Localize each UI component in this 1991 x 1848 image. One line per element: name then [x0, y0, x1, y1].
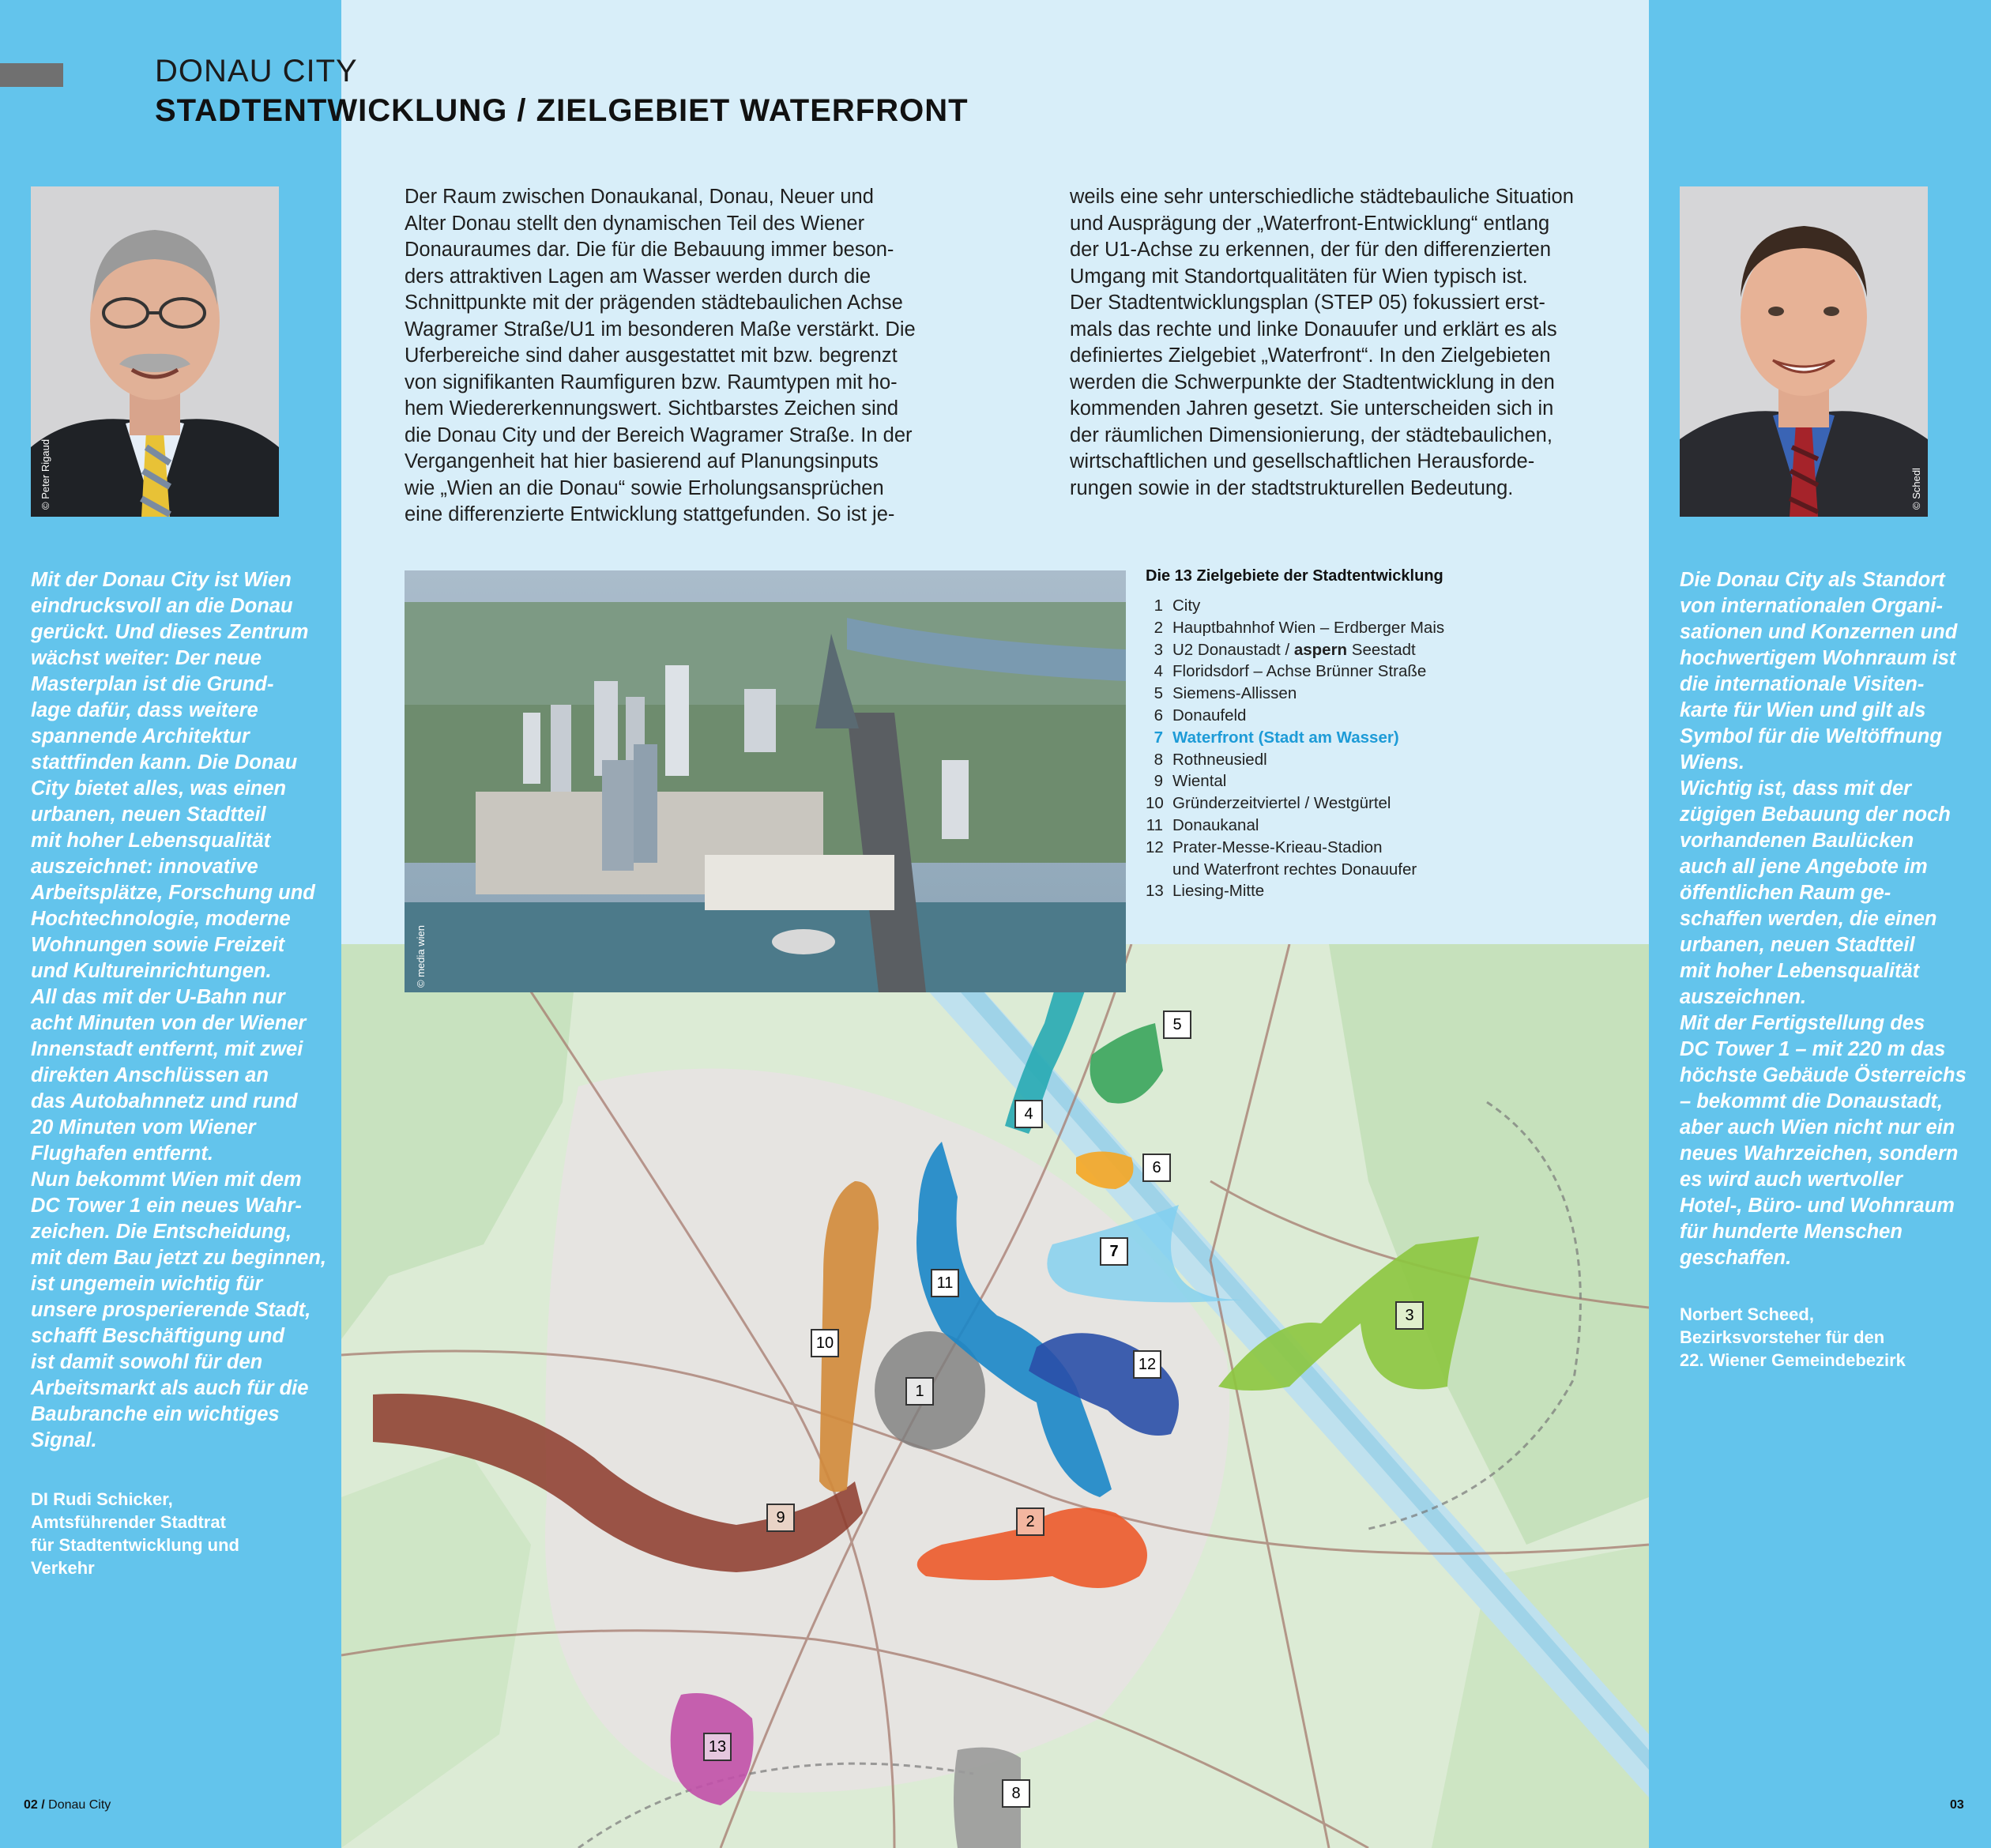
- map-label-8: 8: [1002, 1779, 1030, 1808]
- zone-number: 11: [1146, 816, 1163, 834]
- zone-number: 9: [1154, 772, 1163, 791]
- map-label-3: 3: [1395, 1301, 1424, 1330]
- portrait-schicker-image: [31, 186, 279, 517]
- map-label-6: 6: [1142, 1154, 1171, 1182]
- photo-credit-aerial: © media wien: [415, 925, 427, 988]
- vienna-map: [341, 944, 1649, 1848]
- zone-name: Siemens-Allissen: [1172, 684, 1297, 703]
- portrait-scheed: [1680, 186, 1928, 517]
- zone-name: City: [1172, 597, 1201, 615]
- zone-number: 5: [1154, 684, 1163, 703]
- zone-name: Wiental: [1172, 772, 1227, 791]
- zone-name: Gründerzeitviertel / Westgürtel: [1172, 794, 1391, 813]
- zone-name: U2 Donaustadt /: [1172, 640, 1294, 659]
- map-label-4: 4: [1014, 1100, 1043, 1128]
- zone-name-bold: aspern: [1293, 640, 1348, 659]
- zones-legend-title: Die 13 Zielgebiete der Stadtentwicklung: [1146, 567, 1443, 585]
- zone-number: 2: [1154, 618, 1163, 637]
- body-text-column-1: Der Raum zwischen Donaukanal, Donau, Neuer und Alter Donau stellt den dynamischen Teil des Wiener Donauraumes dar. Die für die Bebauung immer beson- ders attraktiven Lagen am Wasser werden durch die Schnittpunkte mit der prägenden städtebaulichen Achse Wagramer Straße/U1 im besonderen Maße verstärkt. Die Uferbereiche sind daher ausgestattet mit bzw. begrenzt von signifikanten Raumfiguren bzw. Raumtypen mit ho- hem Wiedererkennungswert. Sichtbarstes Zeichen sind die Donau City und der Bereich Wagramer Straße. In der Vergangenheit hat hier basierend auf Planungsinputs wie „Wien an die Donau“ sowie Erholungsansprüchen eine differenzierte Entwicklung stattgefunden. So ist je-: [405, 186, 916, 525]
- map-label-1: 1: [905, 1377, 934, 1406]
- portrait-scheed-image: [1680, 186, 1928, 517]
- zone-number: 4: [1154, 662, 1163, 681]
- zone-list-item: [1146, 751, 1267, 770]
- zone-number: 8: [1154, 750, 1163, 769]
- map-label-11: 11: [931, 1269, 959, 1297]
- map-label-9: 9: [766, 1504, 795, 1532]
- zone-name: Donaukanal: [1172, 816, 1259, 834]
- zone-number: 10: [1146, 794, 1164, 813]
- map-label-12: 12: [1133, 1350, 1161, 1379]
- quote-scheed: Die Donau City als Standort von internationalen Organi- sationen und Konzernen und hochwertigem Wohnraum ist die internationale Visiten- karte für Wien und gilt als Symbol für die Weltöffnung Wiens. Wichtig ist, dass mit der zügigen Bebauung der noch vorhandenen Baulücken auch all jene Angebote im öffentlichen Raum ge- schaffen werden, die einen urbanen, neuen Stadtteil mit hoher Lebensqualität auszeichnen. Mit der Fertigstellung des DC Tower 1 – mit 220 m das höchste Gebäude Österreichs – bekommt die Donaustadt, aber auch Wien nicht nur ein neues Wahrzeichen, sondern es wird auch wertvoller Hotel-, Büro- und Wohnraum für hunderte Menschen geschaffen.: [1680, 569, 1967, 1269]
- map-label-13: 13: [703, 1733, 732, 1761]
- map-label-2: 2: [1016, 1507, 1044, 1536]
- zone-name: Rothneusiedl: [1172, 750, 1267, 769]
- zone-number: 3: [1154, 640, 1163, 659]
- zone-name: Liesing-Mitte: [1172, 882, 1265, 901]
- page-number-left: 02: [24, 1798, 38, 1812]
- map-label-7: 7: [1100, 1237, 1128, 1266]
- zone-list-item: [1146, 816, 1259, 835]
- map-label-10: 10: [811, 1329, 839, 1357]
- zone-list-item: [1146, 772, 1226, 791]
- signature-scheed: Norbert Scheed, Bezirksvorsteher für den 22. Wiener Gemeindebezirk: [1680, 1304, 1906, 1370]
- zone-list-item: [1146, 684, 1297, 703]
- zone-name: und Waterfront rechtes Donauufer: [1172, 860, 1417, 879]
- photo-credit-right: © Schedl: [1910, 468, 1922, 510]
- zone-name: Hauptbahnhof Wien – Erdberger Mais: [1172, 618, 1445, 637]
- zone-number: 12: [1146, 837, 1164, 856]
- zone-list-item: [1146, 597, 1200, 615]
- zone-name: Prater-Messe-Krieau-Stadion: [1172, 837, 1383, 856]
- vienna-map-graphic: [341, 944, 1649, 1848]
- zone-number: 6: [1154, 706, 1163, 725]
- aerial-photo-donau-city: [405, 570, 1126, 992]
- page-title: DONAU CITY: [155, 54, 358, 88]
- zone-list-item: [1146, 619, 1444, 638]
- zone-number: 7: [1154, 728, 1163, 747]
- zone-list-item: [1146, 706, 1246, 725]
- zone-number: 1: [1154, 597, 1163, 615]
- zone-list-item: [1146, 662, 1426, 681]
- photo-credit-left: © Peter Rigaud: [40, 438, 51, 510]
- page-subtitle: STADTENTWICKLUNG / ZIELGEBIET WATERFRONT: [155, 93, 969, 128]
- zone-name: Donaufeld: [1172, 706, 1247, 725]
- signature-schicker: DI Rudi Schicker, Amtsführender Stadtrat für Stadtentwicklung und Verkehr: [31, 1489, 239, 1578]
- zone-list-item: [1146, 794, 1391, 813]
- zone-number: 13: [1146, 882, 1164, 901]
- zone-list-item: [1146, 860, 1417, 879]
- page-number-right: 03: [1950, 1798, 1964, 1812]
- section-marker: [0, 63, 63, 87]
- zone-list-item: [1146, 728, 1399, 747]
- page-footer-left: 02 / Donau City: [24, 1798, 111, 1812]
- quote-schicker: Mit der Donau City ist Wien eindrucksvoll an die Donau gerückt. Und dieses Zentrum wächst weiter: Der neue Masterplan ist die Grund- lage dafür, dass weitere spannende Architektur stattfinden kann. Die Donau City bietet alles, was einen urbanen, neuen Stadtteil mit hoher Lebensqualität auszeichnet: innovative Arbeitsplätze, Forschung und Hochtechnologie, moderne Wohnungen sowie Freizeit und Kultureinrichtungen. All das mit der U-Bahn nur acht Minuten von der Wiener Innenstadt entfernt, mit zwei direkten Anschlüssen an das Autobahnnetz und rund 20 Minuten vom Wiener Flughafen entfernt. Nun bekommt Wien mit dem DC Tower 1 ein neues Wahr- zeichen. Die Entscheidung, mit dem Bau jetzt zu beginnen, ist ungemein wichtig für unsere prosperierende Stadt, schafft Beschäftigung und ist damit sowohl für den Arbeitsmarkt als auch für die Baubranche ein wichtiges Signal.: [31, 569, 327, 1451]
- portrait-schicker: [31, 186, 279, 517]
- map-label-5: 5: [1163, 1011, 1191, 1039]
- zone-name: Waterfront (Stadt am Wasser): [1172, 728, 1399, 747]
- zone-list-item: [1146, 641, 1416, 660]
- zone-list-item: [1146, 838, 1382, 857]
- zone-name: Floridsdorf – Achse Brünner Straße: [1172, 662, 1427, 681]
- body-text-column-2: weils eine sehr unterschiedliche städtebauliche Situation und Ausprägung der „Waterfront-Entwicklung“ entlang der U1-Achse zu erkennen, der für den differenzierten Umgang mit Standortqualitäten für Wien typisch ist. Der Stadtentwicklungsplan (STEP 05) fokussiert erst- mals das rechte und linke Donauufer und erklärt es als definiertes Zielgebiet „Waterfront“. In den Zielgebieten werden die Schwerpunkte der Stadtentwicklung in den kommenden Jahren gesetzt. Sie unterscheiden sich in der räumlichen Dimensionierung, der städtebaulichen, wirtschaftlichen und gesellschaftlichen Herausforde- rungen sowie in der stadtstrukturellen Bedeutung.: [1070, 186, 1574, 499]
- page-label-left: Donau City: [48, 1798, 111, 1812]
- aerial-photo-image: [405, 570, 1126, 992]
- zone-list-item: [1146, 882, 1264, 901]
- zone-name-suffix: Seestadt: [1347, 640, 1416, 659]
